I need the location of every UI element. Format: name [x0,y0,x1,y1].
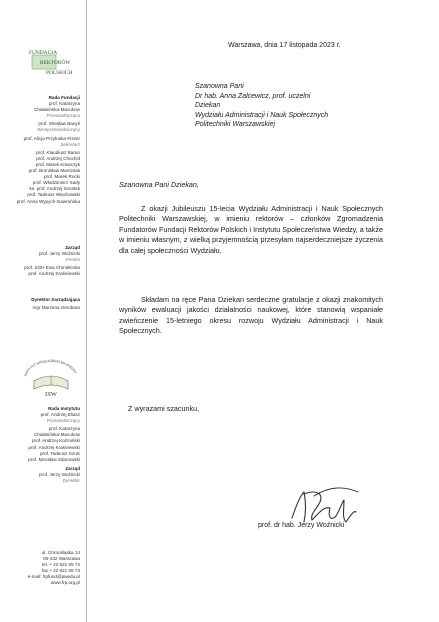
logo-line-2: REKTORÓW [40,60,71,66]
institute-board-person: prof. Andrzej Eliasz [40,412,80,418]
recipient-line: Wydziału Administracji i Nauk Społecznych [195,111,329,119]
salutation: Szanowna Pani Dziekan, [119,180,199,189]
recipient-line: Politechniki Warszawskiej [195,121,276,129]
paragraph-2: Składam na ręce Pana Dziekan serdeczne gratulacje z okazji znakomitych wyników ewaluacji jakości działalności naukowej, które stanowią wspaniałe zwieńczenie 15-letniego okresu rozwoju Wydziału Administracji i Nauk Społecznych. [119,295,383,336]
frp-logo [26,46,80,78]
director-heading: Dyrektor Zarządzająca [31,297,80,302]
board-person: prof. Anna Wypych-Gawrońska [16,198,80,204]
foundation-management [24,245,80,277]
recipient-line: Szanowna Pani [195,83,244,90]
board-person: Chałasińska-Macukow [34,107,80,113]
foundation-board [17,95,80,205]
signatory-name: prof. dr hab. Jerzy Woźnicki [258,522,345,529]
contact-line: 00-432 Warszawa [43,556,80,562]
institute-board-person: prof. Andrzej Koźmiński [32,438,80,444]
isw-logo-abbr: ISW [45,391,57,397]
recipient-line: Dziekan [195,102,221,110]
isw-logo-arc-text: INSTYTUT SPOŁECZEŃSTWA WIEDZY [23,358,78,377]
institute-board-person: prof. Tadeusz Szulc [39,450,80,456]
institute-board [28,406,80,463]
institute-board-role: Przewodniczący [46,418,80,424]
closing: Z wyrazami szacunku, [128,404,200,413]
institute-management-heading: Zarząd [65,466,80,471]
logo-line-1: FUNDACJA [29,50,58,56]
board-person: prof. Włodzimierz Sady [32,180,80,186]
management-person: prof. Jerzy Woźnicki [38,251,80,257]
isw-logo [20,357,82,397]
board-person: prof. Marek Rocki [44,174,80,180]
board-role: Przewodnicząca [46,113,80,119]
recipient-line: Dr hab. Anna Zalcewicz, prof. uczelni [195,92,311,100]
contact-block [28,550,80,587]
institute-board-person: prof. Mirosław Zdanowski [28,456,80,462]
board-person: prof. Tadeusz Więckowski [27,192,80,198]
letter-date: Warszawa, dnia 17 listopada 2023 r. [228,42,341,49]
management-role: Prezes [65,257,80,263]
managing-director [31,297,80,311]
management-heading: Zarząd [65,245,80,250]
management-person: prof. SGH Ewa Chmielecka [24,265,80,271]
institute-management-role: Dyrektor [62,478,80,484]
contact-line: tel. + 22 621 09 72 [41,562,80,568]
contact-line: ul. Górnośląska 14 [41,550,80,555]
contact-line: e-mail: frpfund@pwedu.pl [27,574,80,580]
board-person: prof. Wiesław Banyś [38,121,80,127]
paragraph-1: Z okazji Jubileuszu 15-lecia Wydziału Administracji i Nauk Społecznych Politechniki Warszawskiej, w imieniu rektorów – członków Zgromadzenia Fundatorów Fundacji Rektorów Polskich i Instytutu Społeczeństwa Wiedzy, a także w imieniu własnym, z wielką przyjemnością przesyłam najserdeczniejsze życzenia dla całej społeczności Wydziału. [119,204,383,255]
director-name: mgr Marzena Gembara [32,305,80,311]
board-role: Sekretarz [60,141,80,147]
board-person: prof. Katarzyna [48,101,80,107]
institute-board-heading: Rada Instytutu [48,406,80,411]
board-person: prof. Klaudiusz Baran [36,149,80,155]
board-person: ks. prof. Andrzej Szostek [29,186,80,192]
institute-management-person: prof. Jerzy Woźnicki [38,472,80,478]
institute-management [39,466,80,484]
recipient-address [195,82,328,130]
board-person: prof. Alicja Przyłuska-Fiszer [23,135,80,141]
management-person: prof. Andrzej Kraśniewski [28,271,80,277]
board-person: prof. Andrzej Chochół [36,155,80,161]
board-role: Wiceprzewodniczący [37,127,80,133]
board-person: prof. Marek Krawczyk [35,161,80,167]
contact-line: www.frp.org.pl [50,580,80,586]
letterhead-sidebar [0,0,87,622]
logo-line-3: POLSKICH [46,70,73,76]
institute-board-person: Chałasińska-Macukow [34,432,80,438]
board-person: prof. Bronisław Marciniak [28,168,80,174]
institute-board-person: prof. Andrzej Kraśniewski [28,444,80,450]
institute-board-person: prof. Katarzyna [48,426,80,432]
board-heading: Rada Fundacji [48,95,80,100]
svg-text:INSTYTUT SPOŁECZEŃSTWA WIEDZY [23,359,78,377]
contact-line: fax + 22 621 09 73 [41,568,80,574]
